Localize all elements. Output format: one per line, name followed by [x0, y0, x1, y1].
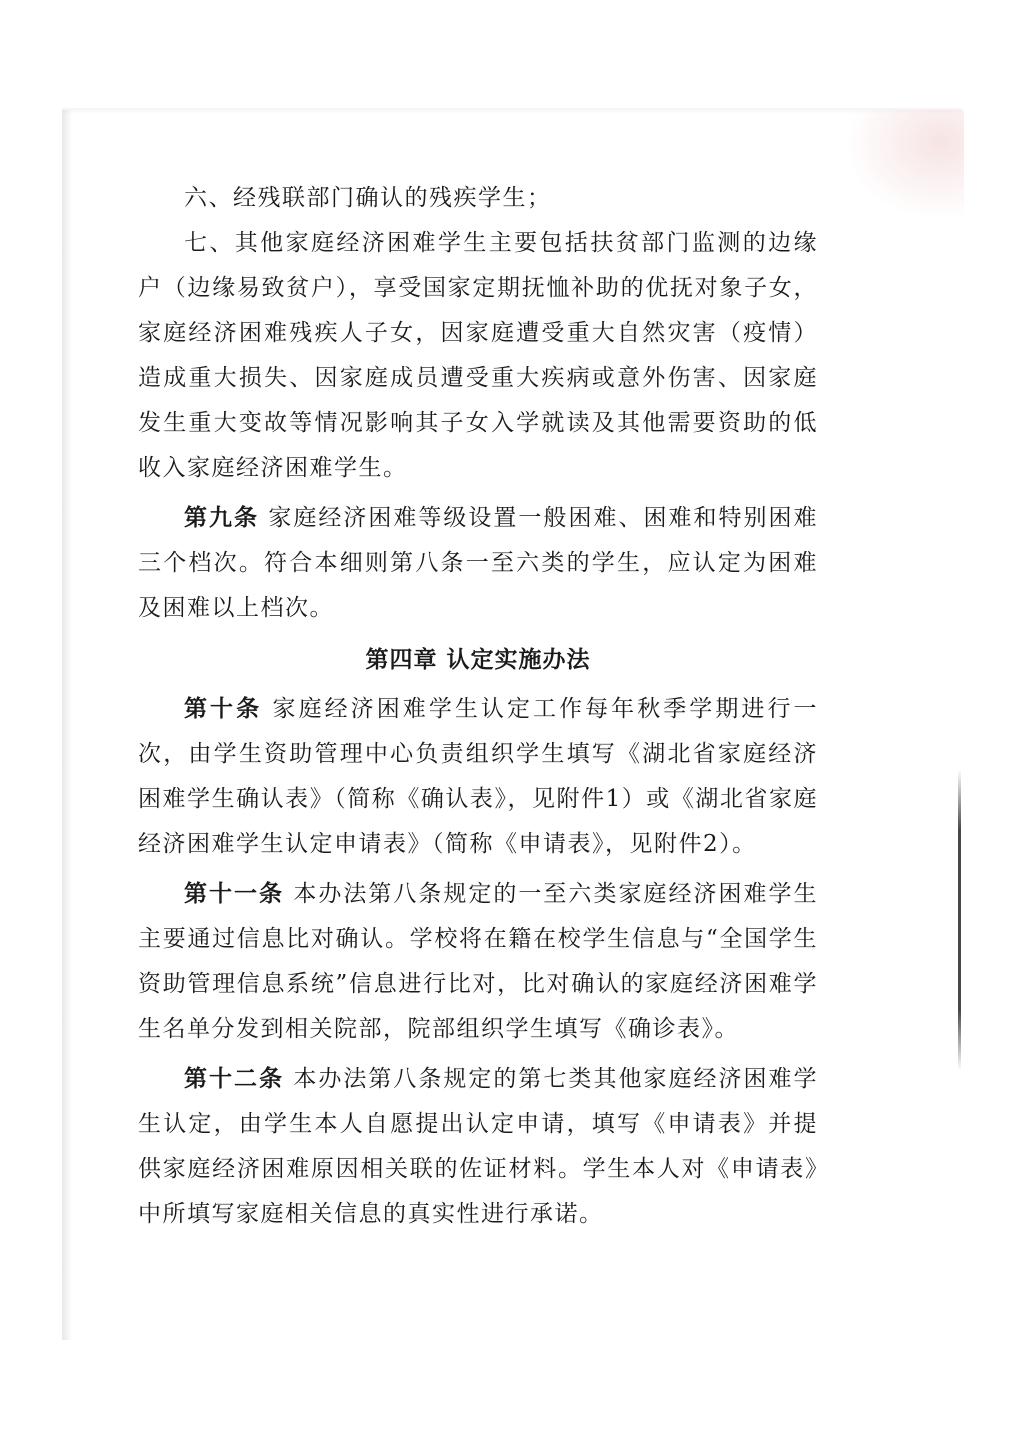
article-text: 家庭经济困难等级设置一般困难、困难和特别困难三个档次。符合本细则第八条一至六类的学生，应认定为困难及困难以上档次。: [138, 505, 819, 621]
paragraph-text: 六、经残联部门确认的残疾学生；: [184, 185, 552, 211]
chapter-title: 第四章 认定实施办法: [365, 646, 591, 673]
article-text: 家庭经济困难学生认定工作每年秋季学期进行一次，由学生资助管理中心负责组织学生填写《湖北省家庭经济困难学生确认表》（简称《确认表》，见附件1）或《湖北省家庭经济困难学生认定申请表》（简称《申请表》，见附件2）。: [138, 696, 819, 857]
article-heading: 第十一条: [184, 880, 285, 907]
scan-stain: [844, 110, 964, 220]
article-heading: 第十条: [184, 695, 263, 722]
article-text: 本办法第八条规定的第七类其他家庭经济困难学生认定，由学生本人自愿提出认定申请，填写《申请表》并提供家庭经济困难原因相关联的佐证材料。学生本人对《申请表》中所填写家庭相关信息的真实性进行承诺。: [138, 1066, 818, 1227]
article-heading: 第十二条: [184, 1065, 285, 1092]
article-10: [138, 686, 818, 867]
article-12: [138, 1056, 818, 1237]
document-body: [138, 176, 818, 1237]
paragraph-item-7: [138, 221, 818, 491]
article-11: [138, 871, 818, 1052]
article-9: [138, 495, 818, 631]
scan-edge-shadow: [62, 110, 72, 1340]
scan-edge-line: [958, 770, 961, 1070]
paragraph-item-6: [138, 176, 818, 221]
paragraph-text: 七、其他家庭经济困难学生主要包括扶贫部门监测的边缘户（边缘易致贫户），享受国家定期抚恤补助的优抚对象子女，家庭经济困难残疾人子女，因家庭遭受重大自然灾害（疫情）造成重大损失、因家庭成员遭受重大疾病或意外伤害、因家庭发生重大变故等情况影响其子女入学就读及其他需要资助的低收入家庭经济困难学生。: [138, 230, 818, 481]
article-text: 本办法第八条规定的一至六类家庭经济困难学生主要通过信息比对确认。学校将在籍在校学生信息与“全国学生资助管理信息系统”信息进行比对，比对确认的家庭经济困难学生名单分发到相关院部，院部组织学生填写《确诊表》。: [138, 881, 818, 1042]
article-heading: 第九条: [184, 504, 260, 531]
scan-top-shadow: [62, 108, 962, 114]
